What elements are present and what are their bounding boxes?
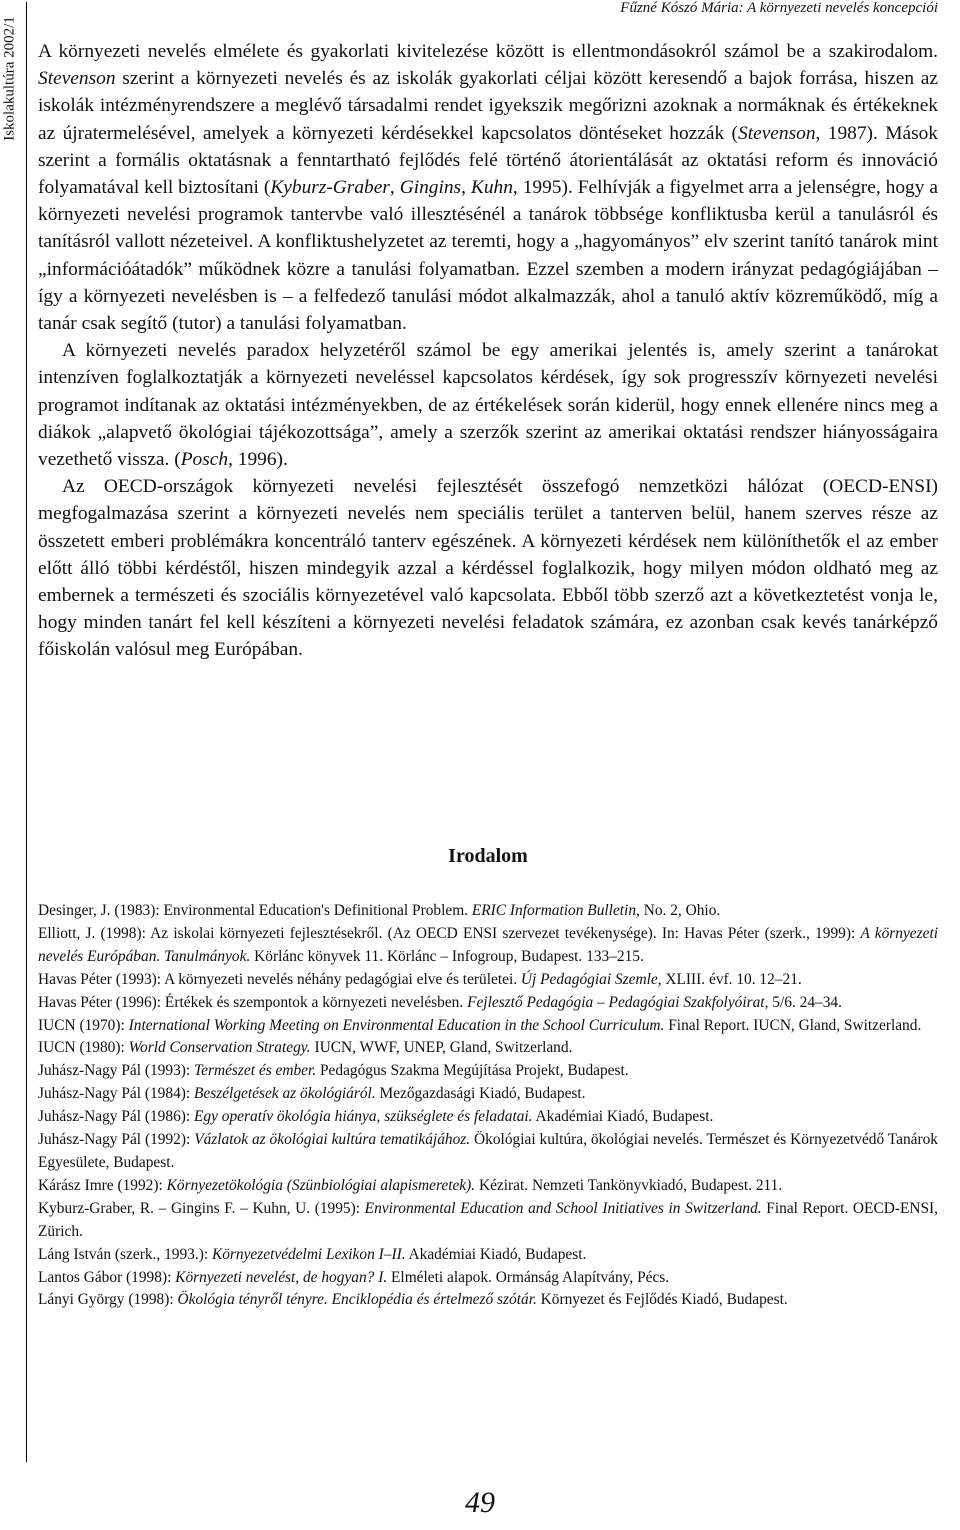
reference-entry — [38, 900, 938, 923]
text-run: Mezőgazdasági Kiadó, Budapest. — [375, 1085, 586, 1103]
italic-run: World Conservation Strategy. — [128, 1039, 311, 1057]
italic-run: Egy operatív ökológia hiánya, szükséglete és feladatai. — [194, 1108, 533, 1126]
italic-run: Új Pedagógiai Szemle — [520, 970, 658, 988]
italic-run: Környezeti nevelést, de hogyan? I. — [175, 1268, 388, 1286]
text-run: , XLIII. évf. 10. 12–21. — [657, 970, 802, 988]
text-run: Kézirat. Nemzeti Tankönyvkiadó, Budapest. 211. — [475, 1176, 783, 1194]
text-run: Kyburz-Graber, R. – Gingins F. – Kuhn, U. (1995): — [38, 1199, 365, 1217]
reference-entry — [38, 1289, 938, 1312]
journal-side-label: Iskolakultúra 2002/1 — [1, 16, 18, 141]
italic-run: Posch — [180, 449, 229, 471]
body-text — [38, 38, 938, 664]
italic-run: International Working Meeting on Environmental Education in the School Curriculum. — [128, 1016, 665, 1034]
text-run: IUCN (1970): — [38, 1016, 129, 1034]
text-run: Pedagógus Szakma Megújítása Projekt, Budapest. — [316, 1062, 629, 1080]
text-run: , 1996). — [228, 449, 288, 471]
italic-run: Gingins — [399, 177, 462, 199]
italic-run: Fejlesztő Pedagógia – Pedagógiai Szakfolyóirat — [467, 993, 765, 1011]
text-run: Körlánc könyvek 11. Körlánc – Infogroup, Budapest. 133–215. — [250, 947, 644, 965]
reference-entry — [38, 969, 938, 992]
references-title: Irodalom — [448, 845, 528, 867]
reference-entry — [38, 1175, 938, 1198]
text-run: Final Report. OECD-ENSI, Zürich. — [38, 1199, 938, 1240]
text-run: , — [389, 177, 400, 199]
text-run: Desinger, J. (1983): Environmental Education's Definitional Problem. — [38, 902, 472, 919]
text-run: Láng István (szerk., 1993.): — [38, 1245, 212, 1263]
italic-run: Környezetökológia (Szünbiológiai alapismeretek). — [166, 1176, 476, 1194]
italic-run: Environmental Education and School Initiatives in Switzerland. — [364, 1199, 762, 1217]
text-run: Juhász-Nagy Pál (1984): — [38, 1085, 195, 1103]
running-head: Fűzné Kószó Mária: A környezeti nevelés koncepciói — [620, 0, 938, 16]
reference-entry — [38, 1198, 938, 1244]
text-run: , No. 2, Ohio. — [636, 902, 721, 919]
reference-entry — [38, 1060, 938, 1083]
text-run: , 1995). Felhívják a figyelmet arra a jelenségre, hogy a környezeti nevelési programok tantervbe való illesztésénél a tanárok többsége konfliktusba kerül a tanulásról és tanításról vallott nézeteivel. A konfliktushelyzetet az teremti, hogy a „hagyományos” elv szerint tanító tanárok mint „információátadók” működnek közre a tanulási folyamatban. Ezzel szemben a modern irányzat pedagógiájában – így a környezeti nevelésben is – a felfedező tanulási módot alkalmazzák, ahol a tanuló aktív közreműködő, míg a tanár csak segítő (tutor) a tanulási folyamatban. — [38, 177, 938, 335]
text-run: szerint a környezeti nevelés és az iskolák gyakorlati céljai között keresendő a bajok forrása, hiszen az iskolák intézményrendszere a meglévő társadalmi rendet igyekszik megőrizni azoknak a normáknak és értékeknek az újratermelésével, amelyek a környezeti kérdésekkel kapcsolatos döntéseket hozzák ( — [38, 68, 938, 144]
text-run: Akadémiai Kiadó, Budapest. — [405, 1245, 587, 1263]
text-run: , 5/6. 24–34. — [764, 993, 842, 1011]
italic-run: Természet és ember. — [194, 1062, 317, 1080]
italic-run: Vázlatok az ökológiai kultúra tematikájához. — [194, 1131, 471, 1149]
text-run: Elméleti alapok. Ormánság Alapítvány, Pécs. — [387, 1268, 670, 1286]
text-run: , 1987). Mások szerint a formális oktatásnak a fenntartható fejlődés felé történő átorientálását az oktatási reform és innováció folyamatával kell biztosítani ( — [38, 122, 939, 199]
italic-run: ERIC Information Bulletin — [471, 902, 637, 919]
italic-run: Ökológia tényről tényre. Enciklopédia és értelmező szótár. — [177, 1291, 537, 1309]
reference-entry — [38, 1083, 938, 1106]
text-run: Final Report. IUCN, Gland, Switzerland. — [664, 1016, 922, 1034]
text-run: Juhász-Nagy Pál (1986): — [38, 1108, 195, 1126]
italic-run: Kyburz-Graber — [270, 177, 390, 199]
paragraph-2 — [38, 337, 938, 473]
text-run: Az OECD-országok környezeti nevelési fejlesztését összefogó nemzetközi hálózat (OECD-ENSI) megfogalmazása szerint a környezeti nevelés nem speciális terület a tanterven belül, hanem szerves része az összetett emberi problémákra koncentráló tanterv egészének. A környezeti kérdések nem különíthetők el az ember előtt álló többi kérdéstől, hiszen mindegyik azzal a kérdéssel foglalkozik, hogy milyen módon oldható meg az embernek a természeti és szociális környezetével való kapcsolata. Ebből több szerző azt a következtetést vonja le, hogy minden tanárt fel kell készíteni a környezeti nevelési feladatok számára, ez azonban csak kevés tanárképző főiskolán valósul meg Európában. — [38, 476, 938, 661]
reference-entry — [38, 1037, 938, 1060]
text-run: A környezeti nevelés elmélete és gyakorlati kivitelezése között is ellentmondásokról számol be a szakirodalom. — [38, 41, 938, 62]
reference-entry — [38, 1267, 938, 1290]
text-run: A környezeti nevelés paradox helyzetéről számol be egy amerikai jelentés is, amely szerint a tanárokat intenzíven foglalkoztatják a környezeti neveléssel kapcsolatos kérdések, így sok progresszív környezeti nevelési programot indítanak az oktatási intézményekben, de az értékelések során kiderül, hogy ennek ellenére nincs meg a diákok „alapvető ökológiai tájékozottsága”, amely a szerzők szerint az amerikai oktatási rendszer hiányosságaira vezethető vissza. ( — [38, 340, 938, 471]
text-run: Havas Péter (1996): Értékek és szempontok a környezeti nevelésben. — [38, 993, 468, 1011]
text-run: , — [461, 177, 471, 199]
text-run: Lányi György (1998): — [38, 1291, 178, 1309]
italic-run: Környezetvédelmi Lexikon I–II. — [211, 1245, 406, 1263]
paragraph-3 — [38, 473, 938, 663]
reference-entry — [38, 1244, 938, 1267]
italic-run: Beszélgetések az ökológiáról. — [194, 1085, 376, 1103]
text-run: Lantos Gábor (1998): — [38, 1268, 176, 1286]
text-run: Juhász-Nagy Pál (1993): — [38, 1062, 195, 1080]
reference-entry — [38, 1129, 938, 1175]
text-run: Ökológiai kultúra, ökológiai nevelés. Természet és Környezetvédő Tanárok Egyesülete, Budapest. — [38, 1131, 938, 1171]
text-run: Akadémiai Kiadó, Budapest. — [532, 1108, 714, 1126]
italic-run: Kuhn — [470, 177, 513, 199]
text-run: Havas Péter (1993): A környezeti nevelés néhány pedagógiai elve és területei. — [38, 970, 521, 988]
text-run: Környezet és Fejlődés Kiadó, Budapest. — [536, 1291, 788, 1309]
reference-entry — [38, 1015, 938, 1038]
reference-entry — [38, 992, 938, 1015]
italic-run: Stevenson — [38, 68, 116, 90]
paragraph-1 — [38, 38, 938, 337]
side-rule — [26, 2, 27, 1462]
page-number: 49 — [465, 1486, 495, 1519]
text-run: Kárász Imre (1992): — [38, 1176, 167, 1194]
text-run: IUCN, WWF, UNEP, Gland, Switzerland. — [310, 1039, 573, 1057]
references-list — [38, 900, 938, 1312]
text-run: Elliott, J. (1998): Az iskolai környezeti fejlesztésekről. (Az OECD ENSI szervezet tevékenysége). In: Havas Péter (szerk., 1999): — [38, 924, 861, 942]
italic-run: A környezeti nevelés Európában. Tanulmányok. — [38, 924, 938, 965]
reference-entry — [38, 1106, 938, 1129]
italic-run: Stevenson — [738, 122, 816, 144]
text-run: Juhász-Nagy Pál (1992): — [38, 1131, 195, 1149]
reference-entry — [38, 923, 938, 969]
text-run: IUCN (1980): — [38, 1039, 129, 1057]
